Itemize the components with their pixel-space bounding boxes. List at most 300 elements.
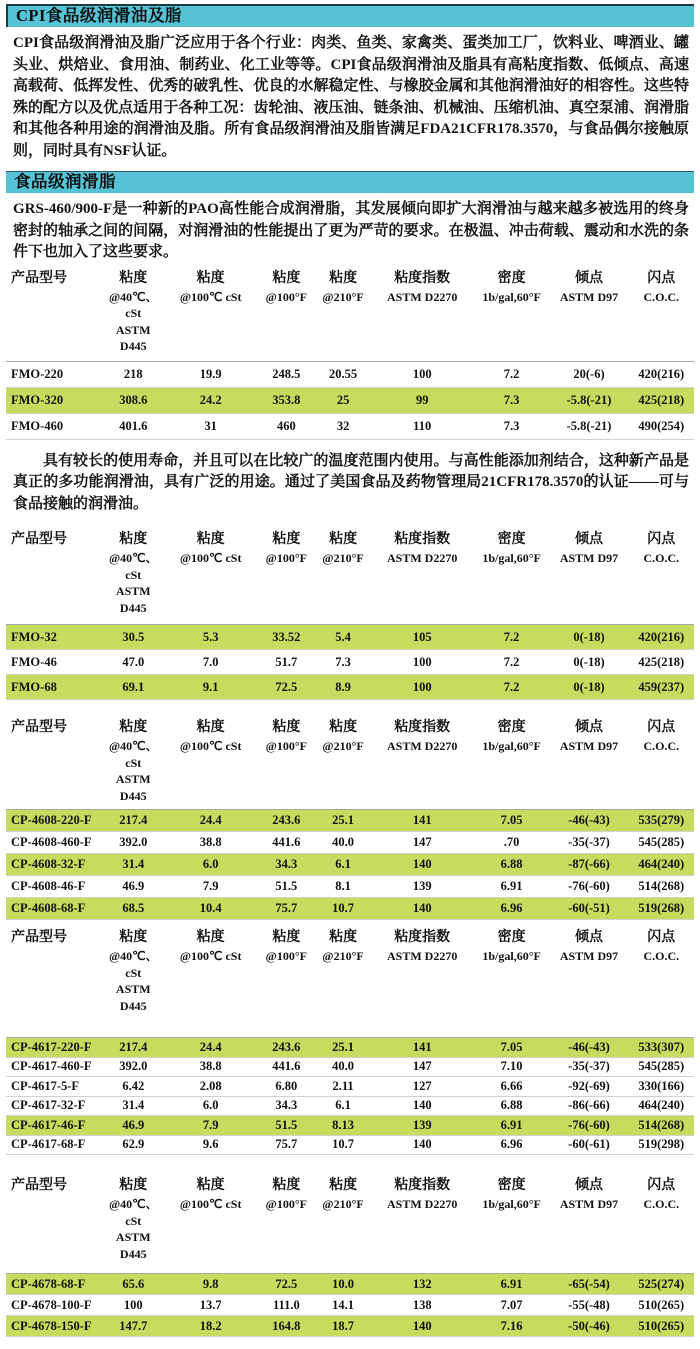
value-cell: 459(237) — [638, 679, 685, 694]
value-cell: 38.8 — [199, 1059, 222, 1074]
column-header — [629, 1173, 694, 1274]
header-row — [6, 527, 694, 625]
header-row — [6, 1173, 694, 1274]
spec-table-cp4617 — [6, 925, 694, 1155]
column-header-line: ASTM D445 — [115, 772, 151, 803]
product-model-cell: CP-4617-32-F — [11, 1098, 86, 1113]
value-cell: -5.8(-21) — [566, 392, 612, 407]
value-cell: 24.4 — [199, 813, 222, 827]
value-cell: 7.3 — [503, 392, 520, 407]
column-header-line: 倾点 — [575, 270, 603, 286]
value-cell: 7.0 — [202, 654, 219, 669]
value-cell: 138 — [412, 1297, 432, 1312]
value-cell: 10.7 — [332, 901, 355, 915]
column-header — [371, 925, 474, 1038]
value-cell: 141 — [412, 1039, 432, 1054]
value-cell: 525(274) — [638, 1276, 685, 1291]
value-cell: .70 — [503, 835, 520, 849]
value-cell: 6.96 — [500, 1137, 523, 1152]
value-cell: 5.3 — [202, 629, 219, 644]
value-cell: 392.0 — [119, 835, 148, 849]
value-cell: 243.6 — [272, 1039, 301, 1054]
value-cell: 69.1 — [122, 679, 145, 694]
table-row — [6, 1274, 694, 1295]
column-header-line: @40℃、cSt — [108, 551, 158, 582]
column-header-line: @210°F — [322, 1197, 364, 1211]
column-header-line: 粘度 — [196, 270, 225, 286]
column-header — [6, 266, 102, 362]
section-title-bar-grease — [6, 171, 694, 193]
column-header-line: 粘度指数 — [394, 930, 451, 945]
value-cell: 111.0 — [272, 1297, 300, 1312]
value-cell: 9.1 — [202, 679, 219, 694]
value-cell: 38.8 — [199, 835, 222, 849]
value-cell: 7.05 — [500, 813, 523, 827]
value-cell: 8.13 — [332, 1117, 355, 1132]
table-row — [6, 898, 694, 920]
section-title-bar-oils — [6, 4, 694, 27]
column-header-line: ASTM D2270 — [387, 1197, 458, 1211]
column-header — [549, 527, 628, 625]
column-header — [257, 715, 315, 810]
value-cell: 140 — [412, 1098, 432, 1113]
column-header-line: 粘度指数 — [394, 532, 451, 547]
column-header — [257, 925, 315, 1038]
column-header-line: 密度 — [497, 930, 526, 945]
column-header-line: @100℃ cSt — [179, 739, 242, 753]
column-header-line: 密度 — [497, 1178, 526, 1193]
column-header-line: 粘度 — [329, 720, 358, 735]
value-cell: 68.5 — [122, 901, 145, 915]
value-cell: 248.5 — [272, 366, 301, 381]
value-cell: 33.52 — [272, 629, 301, 644]
middle-paragraph: 具有较长的使用寿命，并且可以在比较广的温度范围内使用。与高性能添加剂结合，这种新产品是真正的多功能润滑油，具有广泛的用途。通过了美国食品及药物管理局21CFR178.3570的认证——可与食品接触的润滑油。 — [13, 452, 689, 512]
value-cell: 545(285) — [638, 1059, 685, 1074]
section-title: CPI食品级润滑油及脂 — [16, 6, 182, 25]
value-cell: 7.2 — [503, 629, 520, 644]
table-row — [6, 625, 694, 650]
value-cell: 105 — [412, 629, 432, 644]
column-header-line: 粘度 — [329, 1178, 358, 1193]
table-row — [6, 1135, 694, 1155]
value-cell: 519(298) — [638, 1137, 685, 1152]
column-header-line: 闪点 — [647, 270, 676, 286]
value-cell: 46.9 — [122, 1117, 145, 1132]
value-cell: -60(-51) — [568, 901, 610, 915]
column-header-line: ASTM D445 — [115, 1230, 151, 1261]
value-cell: 425(218) — [638, 392, 685, 407]
value-cell: 6.88 — [500, 1098, 523, 1113]
value-cell: 7.9 — [202, 1117, 219, 1132]
table-row — [6, 854, 694, 876]
column-header-line: 粘度 — [119, 270, 148, 286]
value-cell: 127 — [412, 1078, 432, 1093]
value-cell: 6.42 — [122, 1078, 145, 1093]
column-header-line: ASTM D97 — [559, 551, 619, 565]
value-cell: 147.7 — [119, 1318, 148, 1333]
value-cell: 217.4 — [119, 813, 148, 827]
value-cell: 25.1 — [332, 1039, 355, 1054]
column-header-line: 粘度指数 — [394, 720, 451, 735]
value-cell: 14.1 — [332, 1297, 355, 1312]
value-cell: 218 — [123, 366, 143, 381]
value-cell: 19.9 — [199, 366, 222, 381]
value-cell: 7.05 — [500, 1039, 523, 1054]
column-header-line: C.O.C. — [643, 1197, 680, 1211]
value-cell: 20(-6) — [573, 366, 605, 381]
value-cell: 10.4 — [199, 901, 222, 915]
column-header-line: ASTM D445 — [115, 322, 151, 353]
value-cell: 62.9 — [122, 1137, 145, 1152]
table-row — [6, 1038, 694, 1058]
value-cell: -50(-46) — [568, 1318, 610, 1333]
value-cell: 18.7 — [332, 1318, 355, 1333]
column-header — [371, 715, 474, 810]
column-header-line: @100℃ cSt — [179, 551, 242, 565]
column-header-line: C.O.C. — [643, 739, 680, 753]
value-cell: -60(-61) — [568, 1137, 610, 1152]
column-header-line: ASTM D97 — [559, 949, 619, 963]
table-row — [6, 361, 694, 387]
value-cell: 40.0 — [332, 835, 355, 849]
value-cell: 243.6 — [272, 813, 301, 827]
table-row — [6, 650, 694, 675]
value-cell: 0(-18) — [573, 679, 605, 694]
column-header-line: 密度 — [497, 270, 526, 286]
spec-table-fmo-low — [6, 527, 694, 700]
value-cell: 425(218) — [638, 654, 685, 669]
column-header-line: 粘度 — [196, 532, 225, 547]
column-header-line: ASTM D2270 — [387, 289, 458, 304]
product-model-cell: CP-4608-32-F — [11, 857, 86, 871]
value-cell: 30.5 — [122, 629, 145, 644]
value-cell: 7.07 — [500, 1297, 523, 1312]
column-header-line: 粘度 — [196, 1178, 225, 1193]
column-header-line: @100°F — [265, 289, 307, 304]
column-header-line: 粘度 — [272, 532, 301, 547]
spec-table — [6, 715, 694, 920]
value-cell: 7.3 — [503, 418, 520, 433]
column-header-line: 粘度 — [119, 720, 148, 735]
value-cell: 6.66 — [500, 1078, 523, 1093]
value-cell: 65.6 — [122, 1276, 145, 1291]
column-header — [371, 527, 474, 625]
column-header — [164, 1173, 257, 1274]
value-cell: 51.5 — [275, 879, 298, 893]
spec-table-fmo-high — [6, 266, 694, 440]
value-cell: 510(265) — [638, 1297, 685, 1312]
column-header-line: C.O.C. — [643, 551, 680, 565]
product-model-cell: FMO-320 — [11, 392, 64, 407]
column-header-line: ASTM D97 — [559, 739, 619, 753]
table-row — [6, 832, 694, 854]
value-cell: 420(216) — [638, 366, 685, 381]
column-header — [102, 715, 164, 810]
value-cell: 533(307) — [638, 1039, 685, 1054]
table-row — [6, 1057, 694, 1077]
value-cell: 6.91 — [500, 1117, 523, 1132]
column-header-line: 闪点 — [647, 720, 676, 735]
column-header-line: ASTM D97 — [559, 289, 619, 304]
column-header-line: C.O.C. — [643, 949, 680, 963]
column-header-line: 粘度指数 — [394, 1178, 451, 1193]
column-header-line: 产品型号 — [11, 720, 67, 735]
value-cell: 464(240) — [638, 1098, 685, 1113]
value-cell: -46(-43) — [568, 1039, 610, 1054]
column-header — [549, 1173, 628, 1274]
value-cell: 20.55 — [329, 366, 358, 381]
column-header-line: ASTM D445 — [115, 982, 151, 1013]
value-cell: -46(-43) — [568, 813, 610, 827]
value-cell: 6.91 — [500, 879, 523, 893]
value-cell: -35(-37) — [568, 1059, 610, 1074]
value-cell: 31 — [204, 418, 217, 433]
value-cell: 147 — [412, 1059, 432, 1074]
value-cell: 100 — [123, 1297, 143, 1312]
column-header-line: 粘度 — [272, 930, 301, 945]
column-header-line: @100°F — [265, 551, 307, 565]
product-model-cell: CP-4608-220-F — [11, 813, 92, 827]
value-cell: 8.1 — [335, 879, 351, 893]
value-cell: 535(279) — [638, 813, 685, 827]
table-row — [6, 1116, 694, 1136]
value-cell: 10.7 — [332, 1137, 355, 1152]
column-header-line: 粘度 — [119, 532, 148, 547]
column-header-line: @40℃、cSt — [108, 1197, 158, 1228]
column-header-line: 倾点 — [575, 930, 603, 945]
column-header-line: 倾点 — [575, 1178, 603, 1193]
column-header-line: 闪点 — [647, 930, 676, 945]
product-model-cell: CP-4678-100-F — [11, 1297, 92, 1312]
product-model-cell: CP-4617-220-F — [11, 1039, 92, 1054]
column-header-line: ASTM D97 — [559, 1197, 619, 1211]
column-header-line: 粘度 — [196, 720, 225, 735]
value-cell: -86(-66) — [568, 1098, 610, 1113]
value-cell: 490(254) — [638, 418, 685, 433]
intro-paragraph: CPI食品级润滑油及脂广泛应用于各个行业：肉类、鱼类、家禽类、蛋类加工厂，饮料业、啤酒业、罐头业、烘焙业、食用油、制药业、化工业等等。CPI食品级润滑油及脂具有高粘度指数、低倾点、高速高载荷、低挥发性、优秀的破乳性、优良的水解稳定性、与橡胶金属和其他润滑油好的相容性。这些特殊的配方以及优点适用于各种工况：齿轮油、液压油、链条油、机械油、压缩机油、真空泵浦、润滑脂和其他各种用途的润滑油及脂。所有食品级润滑油及脂皆满足FDA21CFR178.3570，与食品偶尔接触原则，同时具有NSF认证。 — [13, 35, 689, 159]
value-cell: 545(285) — [638, 835, 685, 849]
table-row — [6, 876, 694, 898]
column-header — [474, 266, 550, 362]
value-cell: 6.0 — [202, 857, 219, 871]
value-cell: 6.1 — [335, 1098, 351, 1113]
column-header-line: 粘度 — [329, 270, 358, 286]
column-header-line: @210°F — [322, 949, 364, 963]
value-cell: 519(268) — [638, 901, 685, 915]
value-cell: 140 — [412, 857, 432, 871]
column-header-line: @100℃ cSt — [179, 949, 242, 963]
column-header — [549, 715, 628, 810]
header-row — [6, 715, 694, 810]
value-cell: 441.6 — [272, 1059, 301, 1074]
column-header — [6, 925, 102, 1038]
table-row — [6, 1295, 694, 1316]
table-row — [6, 1077, 694, 1097]
table-row — [6, 810, 694, 832]
value-cell: 6.1 — [335, 857, 351, 871]
column-header-line: 1b/gal,60°F — [482, 1197, 541, 1211]
column-header — [102, 266, 164, 362]
column-header-line: 1b/gal,60°F — [482, 289, 541, 304]
value-cell: 7.2 — [503, 679, 520, 694]
product-model-cell: CP-4617-46-F — [11, 1117, 86, 1132]
product-model-cell: FMO-46 — [11, 654, 57, 669]
column-header-line: @40℃、cSt — [108, 289, 158, 320]
product-model-cell: FMO-460 — [11, 418, 64, 433]
product-model-cell: CP-4678-68-F — [11, 1276, 86, 1291]
table-row — [6, 1096, 694, 1116]
product-model-cell: FMO-32 — [11, 629, 57, 644]
value-cell: 51.7 — [275, 654, 298, 669]
spec-table — [6, 1173, 694, 1337]
grease-paragraph: GRS-460/900-F是一种新的PAO高性能合成润滑脂，其发展倾向即扩大润滑油与越来越多被选用的终身密封的轴承之间的间隔，对润滑油的性能提出了更为严苛的要求。在极温、冲击荷载、震动和水洗的条件下也加入了这些要求。 — [13, 201, 689, 260]
value-cell: 140 — [412, 901, 432, 915]
value-cell: 139 — [412, 1117, 432, 1132]
column-header-line: 密度 — [497, 532, 526, 547]
product-model-cell: CP-4617-5-F — [11, 1078, 80, 1093]
column-header — [102, 527, 164, 625]
value-cell: 72.5 — [275, 679, 298, 694]
value-cell: -35(-37) — [568, 835, 610, 849]
column-header-line: @100°F — [265, 1197, 307, 1211]
column-header-line: 粘度 — [119, 1178, 148, 1193]
value-cell: 7.9 — [202, 879, 219, 893]
value-cell: 72.5 — [275, 1276, 298, 1291]
product-model-cell: FMO-68 — [11, 679, 57, 694]
column-header-line: @100°F — [265, 949, 307, 963]
value-cell: 330(166) — [638, 1078, 685, 1093]
value-cell: 464(240) — [638, 857, 685, 871]
column-header — [164, 925, 257, 1038]
value-cell: 7.3 — [335, 654, 351, 669]
column-header — [629, 925, 694, 1038]
column-header-line: ASTM D445 — [115, 584, 151, 615]
value-cell: 6.88 — [500, 857, 523, 871]
value-cell: 51.5 — [275, 1117, 298, 1132]
value-cell: 110 — [413, 418, 432, 433]
product-model-cell: FMO-220 — [11, 366, 64, 381]
header-row — [6, 266, 694, 362]
column-header-line: @40℃、cSt — [108, 949, 158, 980]
value-cell: 7.2 — [503, 654, 520, 669]
value-cell: 6.91 — [500, 1276, 523, 1291]
column-header — [371, 1173, 474, 1274]
column-header — [474, 925, 550, 1038]
value-cell: 46.9 — [122, 879, 145, 893]
column-header — [102, 925, 164, 1038]
column-header-line: 密度 — [497, 720, 526, 735]
value-cell: 25 — [336, 392, 350, 407]
value-cell: 5.4 — [335, 629, 351, 644]
value-cell: 139 — [412, 879, 432, 893]
column-header-line: ASTM D2270 — [387, 739, 458, 753]
value-cell: 99 — [415, 392, 429, 407]
value-cell: 308.6 — [119, 392, 148, 407]
value-cell: 7.2 — [503, 366, 520, 381]
column-header-line: 产品型号 — [11, 930, 67, 945]
column-header-line: ASTM D2270 — [387, 551, 458, 565]
value-cell: 32 — [336, 418, 350, 433]
column-header-line: @210°F — [322, 551, 364, 565]
column-header-line: 粘度 — [272, 270, 301, 286]
column-header — [102, 1173, 164, 1274]
value-cell: 9.6 — [202, 1137, 219, 1152]
column-header — [316, 527, 371, 625]
column-header-line: @40℃、cSt — [108, 739, 158, 770]
column-header-line: 产品型号 — [11, 1178, 67, 1193]
column-header-line: 1b/gal,60°F — [482, 949, 541, 963]
column-header-line: 粘度 — [119, 930, 148, 945]
column-header-line: @100℃ cSt — [179, 289, 242, 304]
value-cell: 7.16 — [500, 1318, 523, 1333]
value-cell: 132 — [412, 1276, 432, 1291]
value-cell: 420(216) — [638, 629, 685, 644]
column-header — [629, 715, 694, 810]
value-cell: 100 — [412, 366, 432, 381]
column-header — [474, 527, 550, 625]
value-cell: 217.4 — [119, 1039, 148, 1054]
column-header-line: 倾点 — [575, 720, 603, 735]
column-header-line: 闪点 — [647, 1178, 676, 1193]
column-header-line: 粘度 — [329, 930, 358, 945]
column-header — [316, 266, 371, 362]
product-model-cell: CP-4617-68-F — [11, 1137, 86, 1152]
value-cell: 140 — [412, 1137, 432, 1152]
column-header — [549, 925, 628, 1038]
column-header-line: 闪点 — [647, 532, 676, 547]
spec-table-cp4608 — [6, 715, 694, 920]
column-header-line: 倾点 — [575, 532, 603, 547]
value-cell: 514(268) — [638, 879, 685, 893]
column-header — [474, 1173, 550, 1274]
column-header — [257, 527, 315, 625]
column-header — [316, 925, 371, 1038]
value-cell: 392.0 — [119, 1059, 148, 1074]
value-cell: 510(265) — [638, 1318, 685, 1333]
value-cell: 100 — [412, 679, 432, 694]
column-header — [6, 1173, 102, 1274]
column-header-line: 产品型号 — [11, 270, 67, 286]
column-header — [164, 266, 257, 362]
column-header — [316, 715, 371, 810]
value-cell: -76(-60) — [568, 1117, 610, 1132]
value-cell: -92(-69) — [568, 1078, 610, 1093]
value-cell: 18.2 — [199, 1318, 222, 1333]
value-cell: 75.7 — [275, 901, 298, 915]
value-cell: 147 — [412, 835, 432, 849]
value-cell: 9.8 — [202, 1276, 219, 1291]
column-header-line: @210°F — [322, 289, 364, 304]
column-header-line: C.O.C. — [643, 289, 680, 304]
value-cell: -55(-48) — [568, 1297, 610, 1312]
value-cell: 24.4 — [199, 1039, 222, 1054]
value-cell: 13.7 — [199, 1297, 222, 1312]
value-cell: 34.3 — [275, 857, 298, 871]
column-header — [474, 715, 550, 810]
value-cell: 31.4 — [122, 1098, 145, 1113]
column-header — [549, 266, 628, 362]
column-header-line: 1b/gal,60°F — [482, 739, 541, 753]
column-header-line: 1b/gal,60°F — [482, 551, 541, 565]
header-row — [6, 925, 694, 1038]
column-header-line: 粘度 — [272, 1178, 301, 1193]
value-cell: 7.10 — [500, 1059, 523, 1074]
section-title: 食品级润滑脂 — [14, 172, 116, 191]
value-cell: 40.0 — [332, 1059, 355, 1074]
column-header-line: @100℃ cSt — [179, 1197, 242, 1211]
column-header — [316, 1173, 371, 1274]
value-cell: 2.08 — [199, 1078, 222, 1093]
